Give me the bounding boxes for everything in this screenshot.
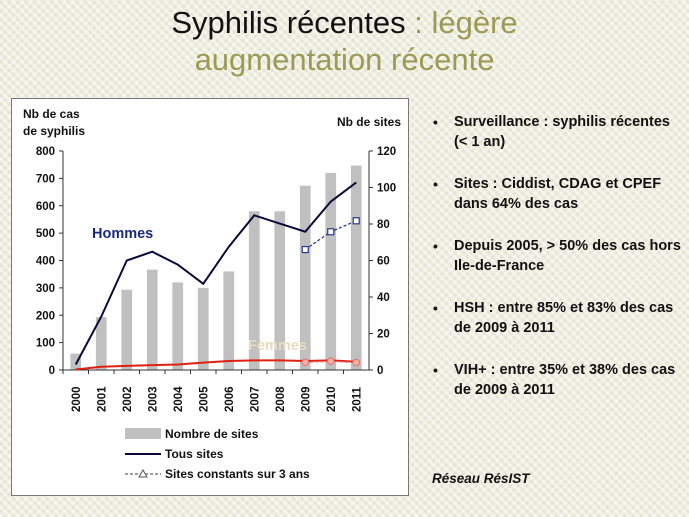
x-tick-label: 2003 [147, 386, 160, 412]
bar-nombre-de-sites [121, 290, 132, 370]
y-axis-left-title-line2: de syphilis [23, 124, 86, 138]
source-credit: Réseau RésIST [432, 471, 530, 486]
bullet-item [430, 174, 685, 214]
x-tick-label: 2008 [274, 386, 287, 412]
bullet-dot: • [433, 300, 438, 316]
y-axis-right-title: Nb de sites [336, 115, 401, 129]
y-tick-label-left: 200 [35, 310, 55, 323]
line-tous-sites-hommes [76, 182, 357, 364]
point-sites-constants-hommes [328, 229, 334, 235]
y-tick-label-left: 300 [35, 282, 55, 295]
y-tick-label-right: 80 [377, 219, 390, 231]
annotation-femmes: Femmes [248, 338, 307, 354]
point-sites-constants-hommes [302, 247, 308, 253]
bullet-dot: • [433, 114, 438, 130]
y-tick-label-left: 400 [35, 255, 55, 268]
bullet-text: Sites : Ciddist, CDAG et CPEF dans 64% des cas [454, 176, 662, 212]
bar-nombre-de-sites [172, 282, 183, 370]
legend-label: Tous sites [165, 447, 224, 461]
legend-swatch-bar [125, 428, 161, 439]
point-sites-constants-femmes [302, 359, 309, 366]
slide-title [0, 4, 689, 78]
y-tick-label-right: 40 [377, 292, 390, 304]
title-main: Syphilis récentes [171, 5, 406, 40]
legend-label: Sites constants sur 3 ans [165, 467, 310, 481]
bullet-text: Depuis 2005, > 50% des cas hors Ile-de-France [454, 238, 681, 274]
bullet-dot: • [433, 176, 438, 192]
x-tick-label: 2006 [223, 386, 236, 412]
annotation-hommes: Hommes [92, 226, 154, 242]
line-tous-sites-femmes [76, 360, 357, 369]
bullet-dot: • [433, 238, 438, 254]
bar-nombre-de-sites [223, 271, 234, 370]
title-highlight: : légère [405, 5, 518, 40]
bullet-text: VIH+ : entre 35% et 38% des cas de 2009 à 2011 [454, 362, 676, 398]
y-tick-label-right: 60 [377, 255, 390, 268]
point-sites-constants-femmes [353, 359, 360, 366]
x-tick-label: 2011 [351, 387, 364, 412]
bullet-item [430, 236, 685, 276]
bar-nombre-de-sites [198, 288, 209, 370]
x-tick-label: 2005 [198, 386, 211, 412]
y-axis-left-title-line1: Nb de cas [23, 107, 80, 121]
point-sites-constants-hommes [353, 218, 359, 224]
point-sites-constants-femmes [327, 358, 334, 365]
y-tick-label-left: 0 [48, 365, 55, 377]
y-tick-label-left: 600 [35, 200, 55, 213]
x-tick-label: 2002 [121, 386, 134, 412]
x-tick-label: 2000 [70, 386, 83, 412]
x-tick-label: 2001 [96, 386, 109, 412]
y-tick-label-left: 700 [35, 173, 55, 186]
x-tick-label: 2009 [300, 386, 313, 412]
bullet-item [430, 112, 685, 152]
bullet-item [430, 298, 685, 338]
y-tick-label-right: 120 [377, 146, 397, 158]
y-tick-label-left: 500 [35, 228, 55, 241]
x-tick-label: 2004 [172, 386, 185, 412]
bullet-text: Surveillance : syphilis récentes (< 1 an) [454, 114, 670, 150]
title-line2: augmentation récente [194, 42, 495, 77]
x-tick-label: 2010 [325, 386, 338, 412]
legend-label: Nombre de sites [165, 427, 259, 441]
bullet-dot: • [433, 362, 438, 378]
syphilis-chart [12, 99, 410, 497]
chart-panel [11, 98, 409, 496]
bullet-list [430, 112, 685, 422]
y-tick-label-left: 100 [35, 337, 55, 350]
y-tick-label-right: 20 [377, 328, 390, 341]
x-tick-label: 2007 [249, 386, 262, 412]
y-tick-label-left: 800 [35, 146, 55, 158]
y-tick-label-right: 100 [377, 182, 397, 195]
y-tick-label-right: 0 [377, 365, 384, 377]
bar-nombre-de-sites [147, 270, 158, 370]
bar-nombre-de-sites [351, 166, 362, 370]
bullet-text: HSH : entre 85% et 83% des cas de 2009 à 2011 [454, 300, 674, 336]
bullet-item [430, 360, 685, 400]
